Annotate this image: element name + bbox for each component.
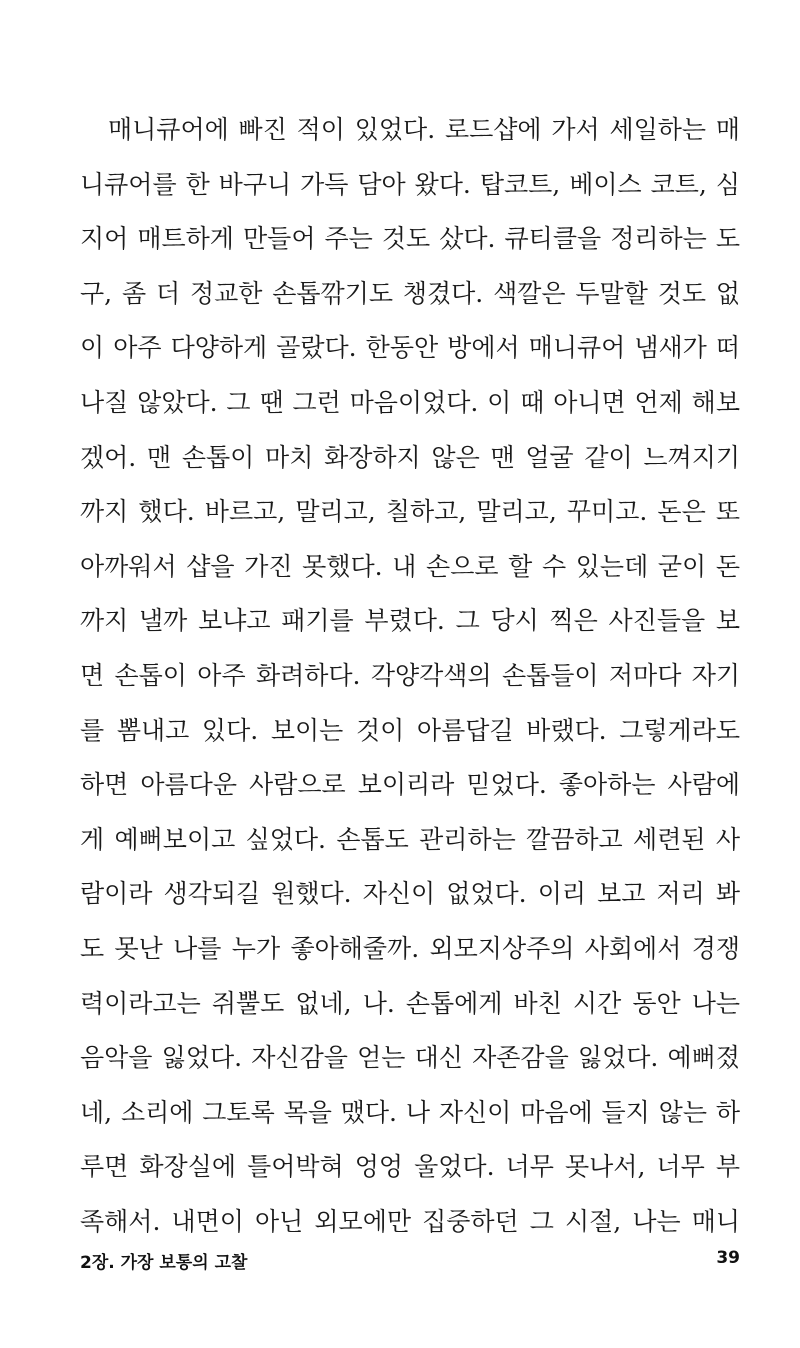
- text-line: 면 손톱이 아주 화려하다. 각양각색의 손톱들이 저마다 자기: [80, 660, 740, 690]
- text-line: 까지 낼까 보냐고 패기를 부렸다. 그 당시 찍은 사진들을 보: [80, 606, 740, 636]
- text-line: 하면 아름다운 사람으로 보이리라 믿었다. 좋아하는 사람에: [80, 770, 740, 800]
- text-line: 네, 소리에 그토록 목을 맸다. 나 자신이 마음에 들지 않는 하: [80, 1097, 740, 1127]
- text-line: 족해서. 내면이 아닌 외모에만 집중하던 그 시절, 나는 매니: [80, 1206, 740, 1236]
- text-line: 를 뽐내고 있다. 보이는 것이 아름답길 바랬다. 그렇게라도: [80, 715, 740, 745]
- text-line: 지어 매트하게 만들어 주는 것도 샀다. 큐티클을 정리하는 도: [80, 224, 740, 254]
- text-line: 나질 않았다. 그 땐 그런 마음이었다. 이 때 아니면 언제 해보: [80, 387, 740, 417]
- text-line: 력이라고는 쥐뿔도 없네, 나. 손톱에게 바친 시간 동안 나는: [80, 988, 740, 1018]
- chapter-title: 2장. 가장 보통의 고찰: [80, 1253, 248, 1273]
- text-line: 니큐어를 한 바구니 가득 담아 왔다. 탑코트, 베이스 코트, 심: [80, 169, 740, 199]
- text-line: 람이라 생각되길 원했다. 자신이 없었다. 이리 보고 저리 봐: [80, 879, 740, 909]
- text-line: 아까워서 샵을 가진 못했다. 내 손으로 할 수 있는데 굳이 돈: [80, 551, 740, 581]
- page-footer: [80, 1248, 740, 1278]
- body-text: [80, 103, 740, 1249]
- text-line: 매니큐어에 빠진 적이 있었다. 로드샵에 가서 세일하는 매: [108, 115, 740, 144]
- text-line: 이 아주 다양하게 골랐다. 한동안 방에서 매니큐어 냄새가 떠: [80, 333, 740, 363]
- text-line: 겠어. 맨 손톱이 마치 화장하지 않은 맨 얼굴 같이 느껴지기: [80, 442, 740, 472]
- text-line: 게 예뻐보이고 싶었다. 손톱도 관리하는 깔끔하고 세련된 사: [80, 824, 740, 854]
- text-line: 음악을 잃었다. 자신감을 얻는 대신 자존감을 잃었다. 예뻐졌: [80, 1043, 740, 1073]
- text-line: 루면 화장실에 틀어박혀 엉엉 울었다. 너무 못나서, 너무 부: [80, 1152, 740, 1182]
- page-number: 39: [716, 1248, 740, 1268]
- text-line: 도 못난 나를 누가 좋아해줄까. 외모지상주의 사회에서 경쟁: [80, 933, 740, 963]
- text-line: 구, 좀 더 정교한 손톱깎기도 챙겼다. 색깔은 두말할 것도 없: [80, 278, 740, 308]
- text-line: 까지 했다. 바르고, 말리고, 칠하고, 말리고, 꾸미고. 돈은 또: [80, 497, 740, 527]
